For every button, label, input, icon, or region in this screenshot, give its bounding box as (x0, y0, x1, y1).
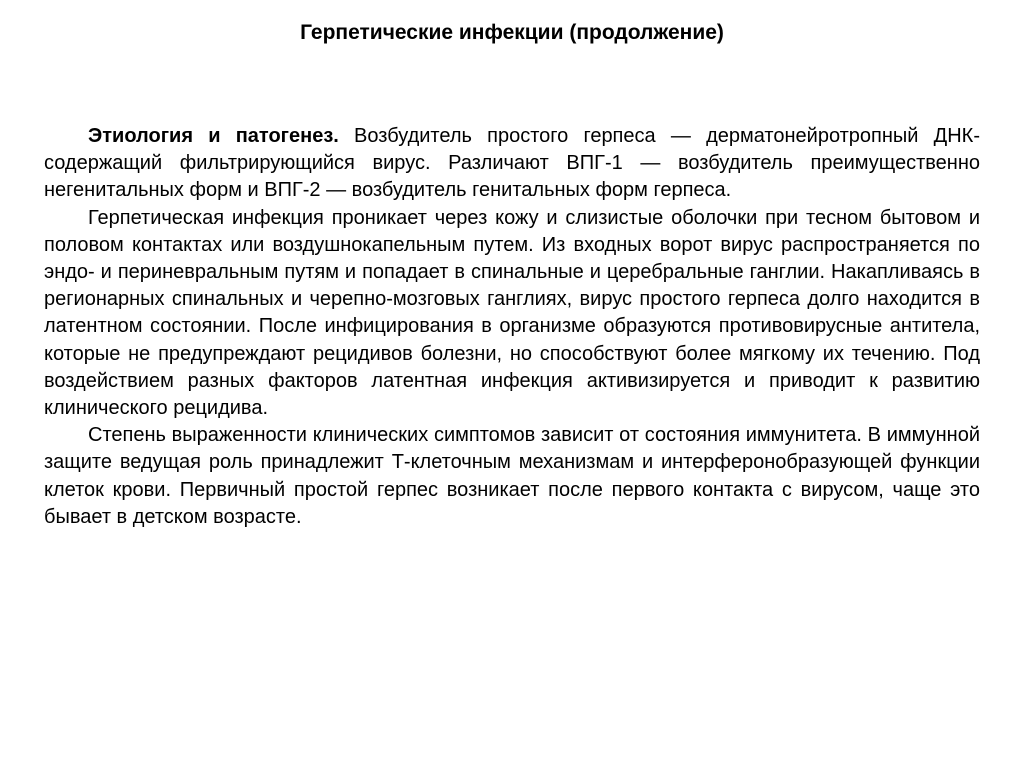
slide-body (44, 123, 980, 531)
paragraph-etiology (44, 123, 980, 205)
paragraph-lead: Этиология и патогенез. (88, 125, 339, 147)
slide-title: Герпетические инфекции (продолжение) (300, 21, 724, 44)
paragraph-immunity (44, 422, 980, 531)
paragraph-pathogenesis (44, 205, 980, 423)
paragraph-text: Герпетическая инфекция проникает через кожу и слизистые оболочки при тесном бытовом и половом контактах или воздушнокапельным путем. Из входных ворот вирус распространяется по эндо- и периневральным путям и попадает в спинальные и церебральные ганглии. Накапливаясь в регионарных спинальных и черепно-мозговых ганглиях, вирус простого герпеса долго находится в латентном состоянии. После инфицирования в организме образуются противовирусные антитела, которые не предупреждают рецидивов болезни, но способствуют более мягкому их течению. Под воздействием разных факторов латентная инфекция активизируется и приводит к развитию клинического рецидива. (44, 206, 980, 420)
paragraph-text: Степень выраженности клинических симптомов зависит от состояния иммунитета. В иммунной защите ведущая роль принадлежит Т-клеточным механизмам и интерферонобразующей функции клеток крови. Первичный простой герпес возникает после первого контакта с вирусом, чаще это бывает в детском возрасте. (44, 424, 980, 528)
paragraph-text: Возбудитель простого герпеса — дерматонейротропный ДНК-содержащий фильтрирующийся вирус. Различают ВПГ-1 — возбудитель преимущественно негенитальных форм и ВПГ-2 — возбудитель генитальных форм герпеса. (44, 125, 980, 202)
